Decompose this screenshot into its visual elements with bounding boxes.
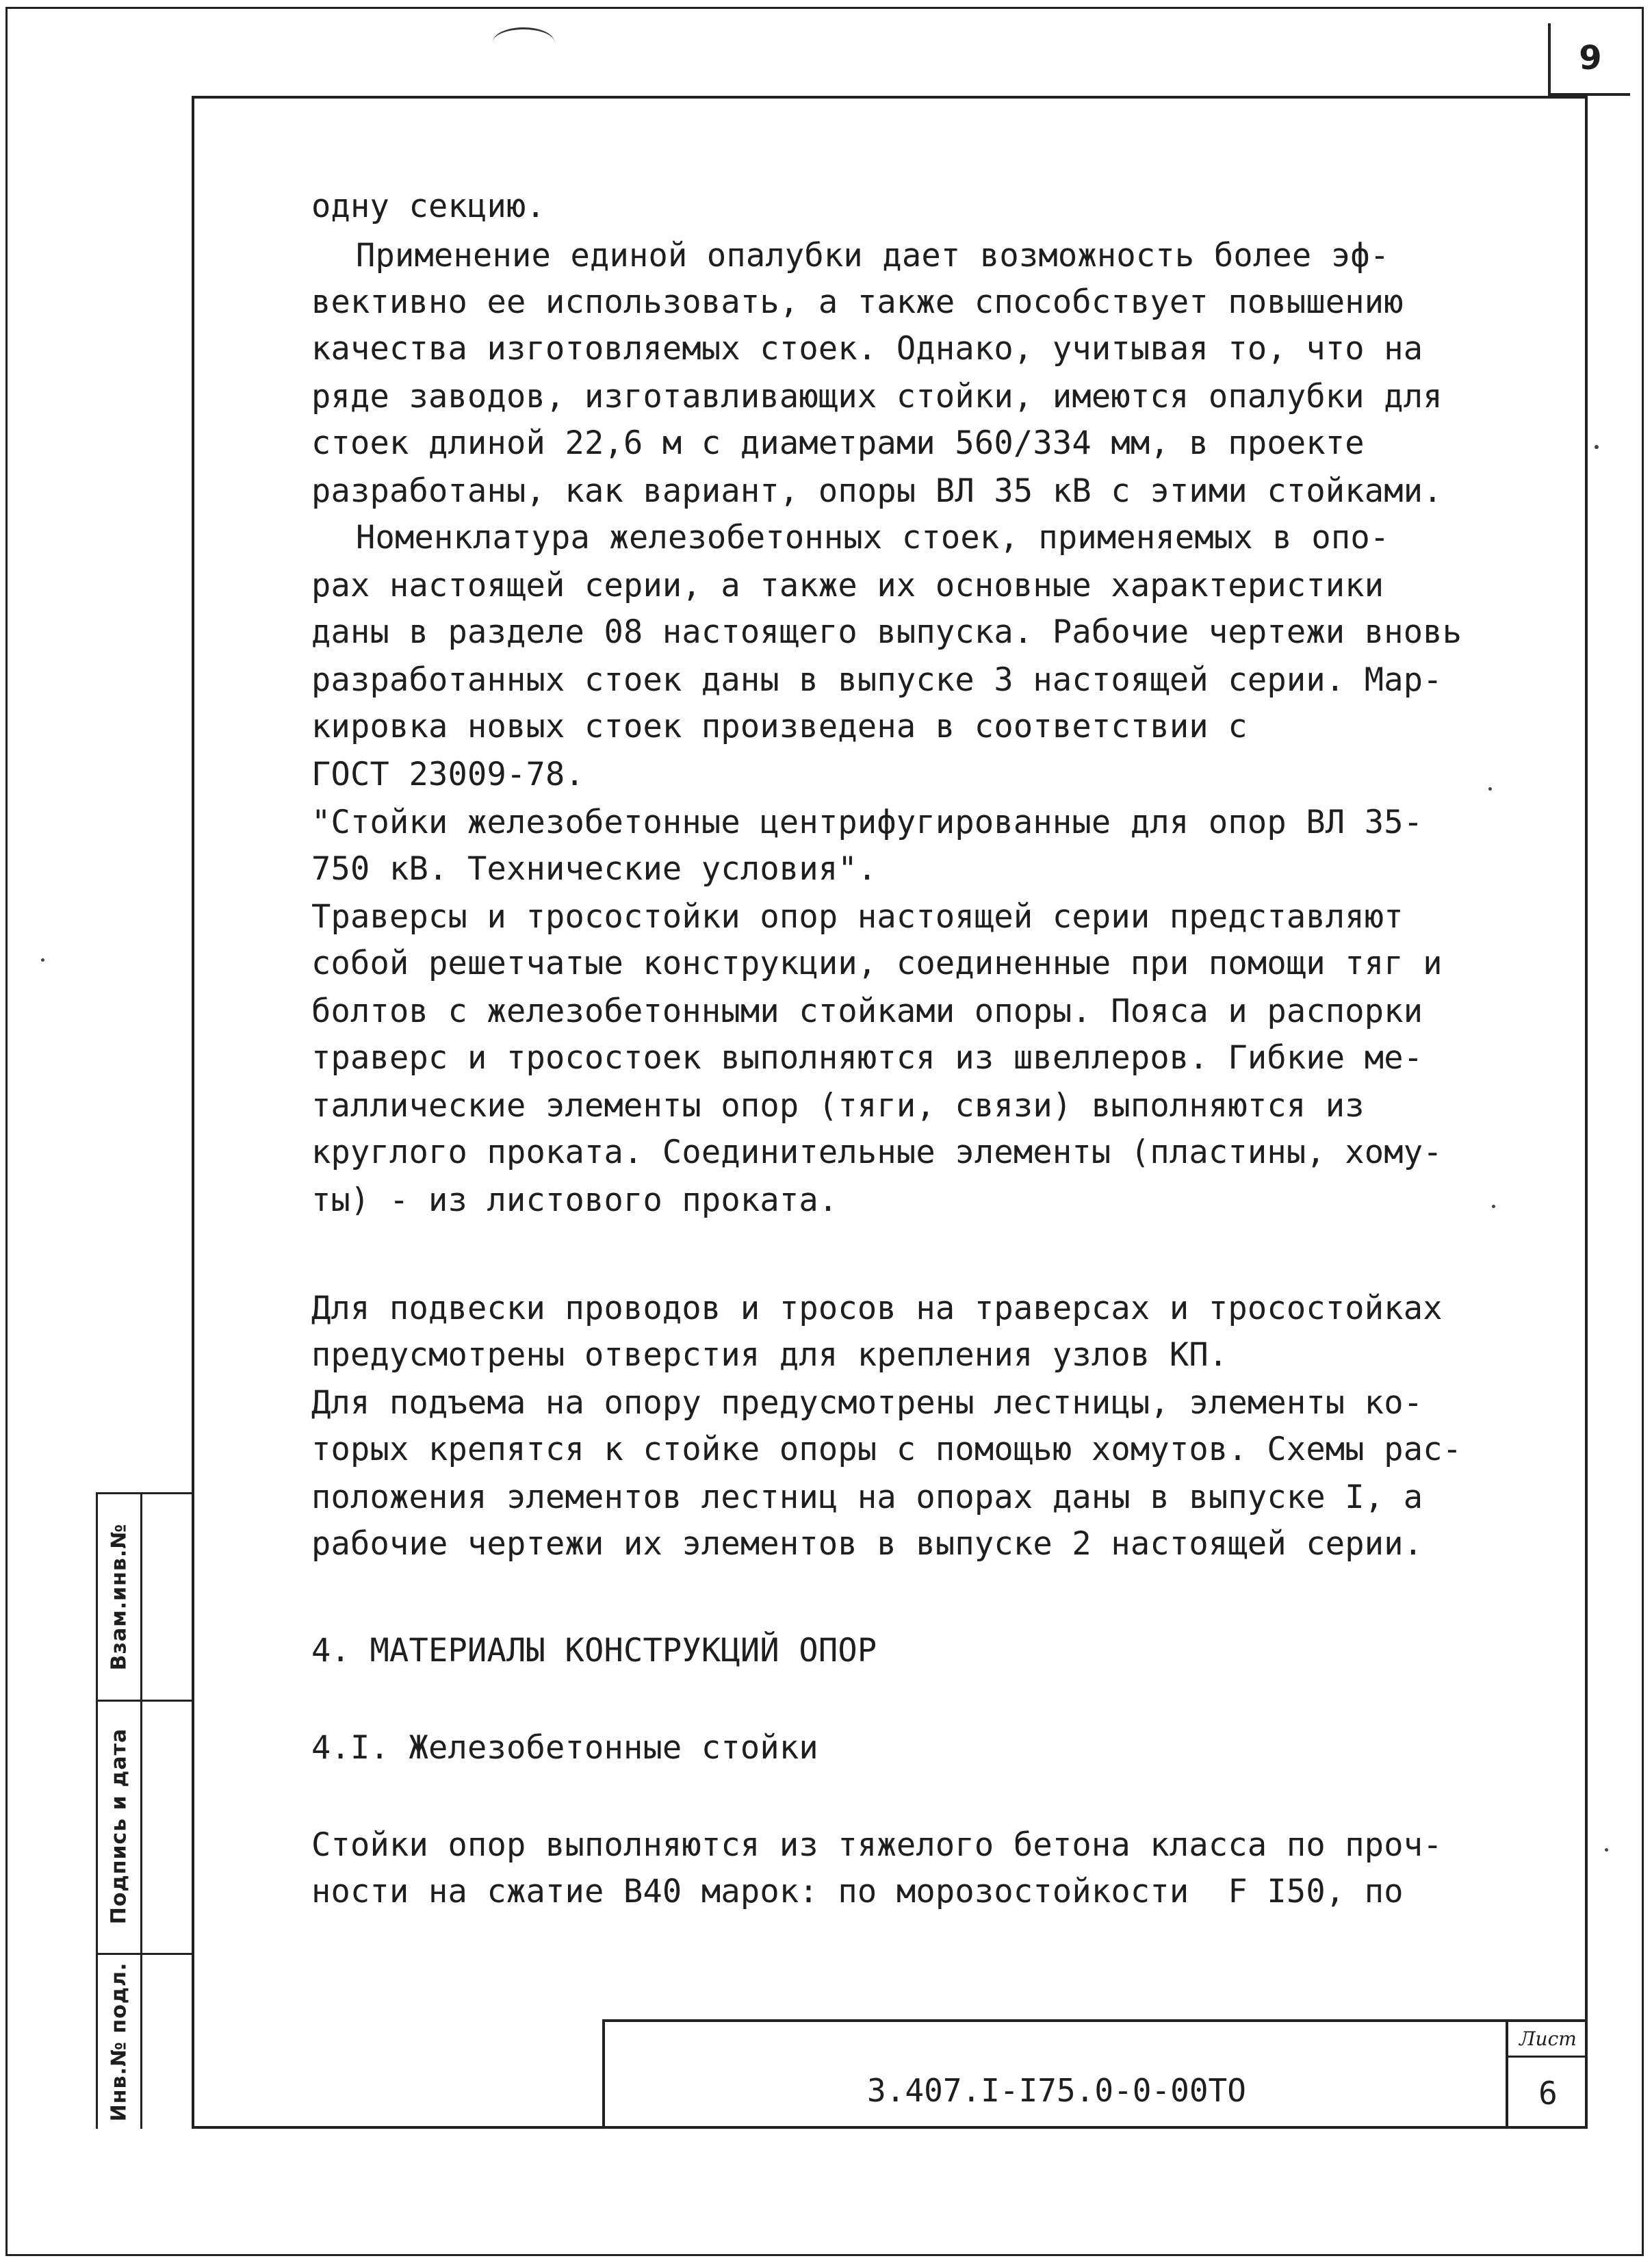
sheet-label: Лист bbox=[1508, 2022, 1588, 2058]
title-block bbox=[602, 2019, 1588, 2129]
text-line: качества изготовляемых стоек. Однако, учитывая то, что на bbox=[311, 330, 1423, 368]
text-line: Номенклатура железобетонных стоек, применяемых в опо- bbox=[356, 519, 1390, 556]
text-line: Траверсы и тросостойки опор настоящей серии представляют bbox=[311, 898, 1404, 936]
text-line: круглого проката. Соединительные элементы (пластины, хому- bbox=[311, 1134, 1443, 1171]
text-line: собой решетчатые конструкции, соединенные при помощи тяг и bbox=[311, 945, 1443, 982]
subsection-heading: 4.I. Железобетонные стойки bbox=[311, 1729, 818, 1767]
text-line: ности на сжатие В40 марок: по морозостойкости F I50, по bbox=[311, 1873, 1404, 1910]
sheet-number: 9 bbox=[1548, 23, 1630, 96]
stamp-inv-podl: Инв.№ подл. bbox=[107, 1962, 131, 2122]
text-line: ты) - из листового проката. bbox=[311, 1181, 838, 1219]
text-line: Для подъема на опору предусмотрены лестницы, элементы ко- bbox=[311, 1384, 1423, 1422]
text-line: одну секцию. bbox=[311, 188, 545, 225]
scan-artifact-arc bbox=[493, 27, 554, 57]
stamp-podpis-data: Подпись и дата bbox=[107, 1728, 131, 1925]
text-line: Применение единой опалубки дает возможность более эф- bbox=[356, 237, 1390, 274]
text-line: рабочие чертежи их элементов в выпуске 2 настоящей серии. bbox=[311, 1525, 1423, 1563]
sheet-cell bbox=[1506, 2022, 1588, 2129]
text-line: ряде заводов, изготавливающих стойки, имеются опалубки для bbox=[311, 378, 1443, 415]
text-line: траверс и тросостоек выполняются из швеллеров. Гибкие ме- bbox=[311, 1039, 1423, 1077]
scan-speck bbox=[41, 958, 44, 962]
left-stamp-column bbox=[96, 1492, 192, 2129]
text-line: торых крепятся к стойке опоры с помощью хомутов. Схемы рас- bbox=[311, 1431, 1462, 1468]
section-heading: 4. МАТЕРИАЛЫ КОНСТРУКЦИЙ ОПОР bbox=[311, 1632, 877, 1669]
sheet-value: 6 bbox=[1538, 2075, 1558, 2112]
text-line: "Стойки железобетонные центрифугированные для опор ВЛ 35- bbox=[311, 804, 1423, 841]
scan-speck bbox=[1605, 1848, 1608, 1852]
text-line: Для подвески проводов и тросов на траверсах и тросостойках bbox=[311, 1290, 1443, 1327]
text-line: предусмотрены отверстия для крепления узлов КП. bbox=[311, 1336, 1228, 1374]
scan-speck bbox=[1595, 445, 1599, 449]
text-line: таллические элементы опор (тяги, связи) выполняются из bbox=[311, 1087, 1365, 1125]
document-code: 3.407.I-I75.0-0-00ТО bbox=[867, 2072, 1246, 2109]
text-line: болтов с железобетонными стойками опоры. Пояса и распорки bbox=[311, 993, 1423, 1030]
text-line: разработаны, как вариант, опоры ВЛ 35 кВ с этими стойками. bbox=[311, 472, 1443, 510]
scan-speck bbox=[1492, 1205, 1495, 1208]
text-line: 750 кВ. Технические условия". bbox=[311, 850, 877, 888]
text-line: стоек длиной 22,6 м с диаметрами 560/334 мм, в проекте bbox=[311, 424, 1365, 462]
text-line: разработанных стоек даны в выпуске 3 настоящей серии. Мар- bbox=[311, 661, 1443, 699]
scan-speck bbox=[1488, 787, 1492, 791]
text-line: положения элементов лестниц на опорах даны в выпуске I, а bbox=[311, 1479, 1423, 1516]
text-line: кировка новых стоек произведена в соответствии с bbox=[311, 708, 1248, 745]
text-line: рах настоящей серии, а также их основные характеристики bbox=[311, 567, 1384, 604]
stamp-vzam-inv: Взам.инв.№ bbox=[107, 1523, 131, 1671]
text-line: ГОСТ 23009-78. bbox=[311, 756, 584, 793]
text-line: Стойки опор выполняются из тяжелого бетона класса по проч- bbox=[311, 1826, 1443, 1864]
text-line: даны в разделе 08 настоящего выпуска. Рабочие чертежи вновь bbox=[311, 613, 1462, 651]
text-line: вективно ее использовать, а также способствует повышению bbox=[311, 283, 1404, 321]
